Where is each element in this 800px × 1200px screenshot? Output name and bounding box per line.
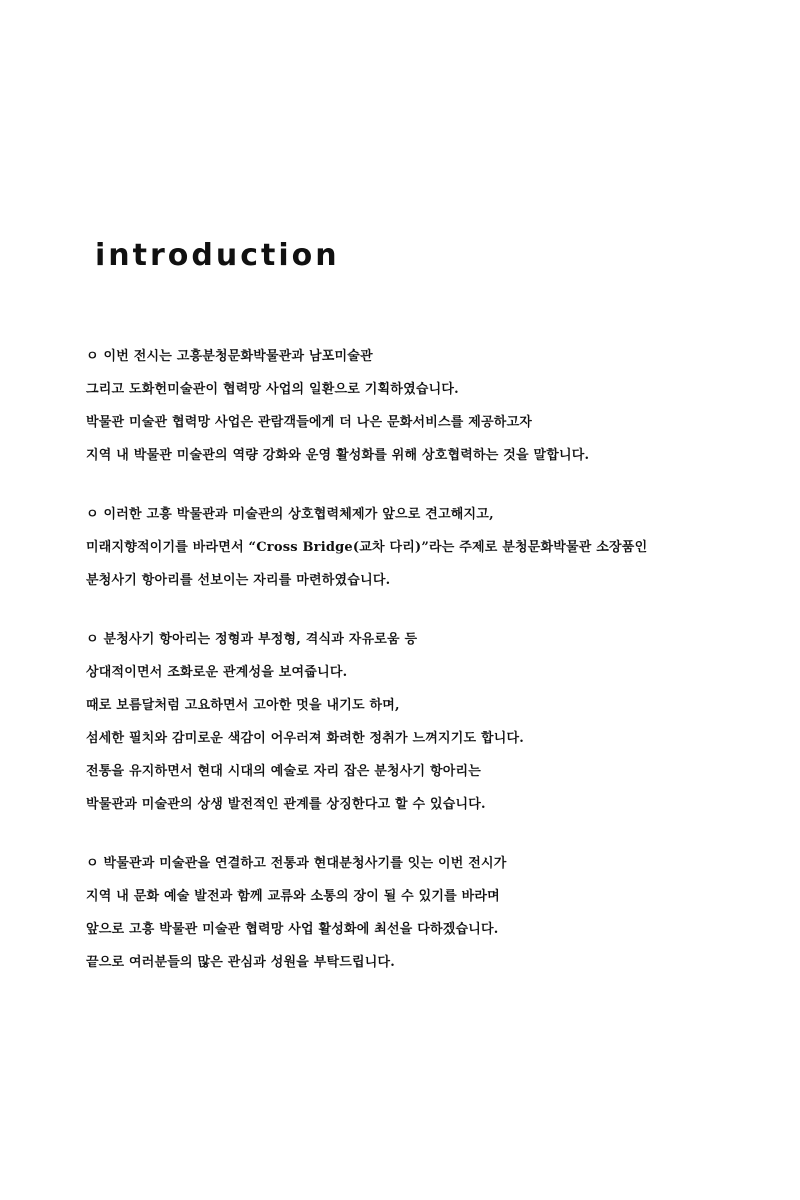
text-line: 박물관 미술관 협력망 사업은 관람객들에게 더 나은 문화서비스를 제공하고자 <box>86 415 533 430</box>
text-line: 분청사기 항아리를 선보이는 자리를 마련하였습니다. <box>86 573 391 588</box>
text-line: 때로 보름달처럼 고요하면서 고아한 멋을 내기도 하며, <box>86 698 400 713</box>
text-line: 미래지향적이기를 바라면서 “Cross Bridge(교차 다리)”라는 주제로 분청문화박물관 소장품인 <box>86 540 648 555</box>
text-line: ㅇ 이번 전시는 고흥분청문화박물관과 남포미술관 <box>86 349 373 364</box>
text-line: 지역 내 문화 예술 발전과 함께 교류와 소통의 장이 될 수 있기를 바라며 <box>86 889 500 904</box>
text-line: 전통을 유지하면서 현대 시대의 예술로 자리 잡은 분청사기 항아리는 <box>86 764 482 779</box>
text-line: 지역 내 박물관 미술관의 역량 강화와 운영 활성화를 위해 상호협력하는 것을 말합니다. <box>86 448 590 463</box>
text-line: ㅇ 분청사기 항아리는 정형과 부정형, 격식과 자유로움 등 <box>86 632 418 647</box>
paragraph-buncheong-jar <box>86 623 786 821</box>
intro-body <box>86 340 786 979</box>
text-line: ㅇ 이러한 고흥 박물관과 미술관의 상호협력체제가 앞으로 견고해지고, <box>86 507 494 522</box>
text-line: 끝으로 여러분들의 많은 관심과 성원을 부탁드립니다. <box>86 955 396 970</box>
text-line: 앞으로 고흥 박물관 미술관 협력망 사업 활성화에 최선을 다하겠습니다. <box>86 922 499 937</box>
text-line: 그리고 도화헌미술관이 협력망 사업의 일환으로 기획하였습니다. <box>86 382 459 397</box>
paragraph-exhibition-overview <box>86 340 786 472</box>
text-line: 박물관과 미술관의 상생 발전적인 관계를 상징한다고 할 수 있습니다. <box>86 797 486 812</box>
text-line: 상대적이면서 조화로운 관계성을 보여줍니다. <box>86 665 348 680</box>
text-line: ㅇ 박물관과 미술관을 연결하고 전통과 현대분청사기를 잇는 이번 전시가 <box>86 856 507 871</box>
page-title: introduction <box>95 238 340 273</box>
paragraph-closing <box>86 847 786 979</box>
paragraph-cross-bridge <box>86 498 786 597</box>
text-line: 섬세한 필치와 감미로운 색감이 어우러져 화려한 정취가 느껴지기도 합니다. <box>86 731 525 746</box>
